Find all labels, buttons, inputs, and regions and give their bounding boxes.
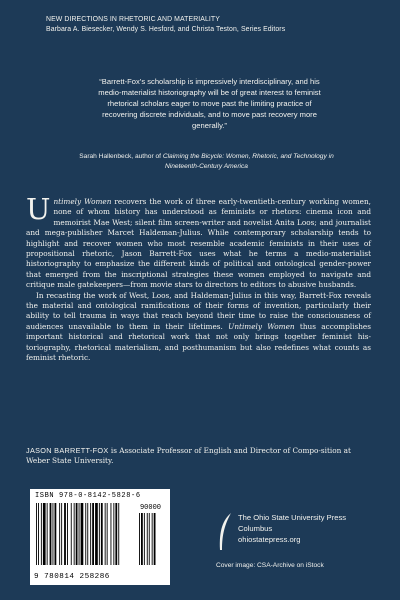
publisher-city: Columbus	[238, 524, 273, 533]
publisher-text	[238, 512, 346, 545]
description-paragraph-1	[26, 192, 371, 291]
series-title: NEW DIRECTIONS IN RHETORIC AND MATERIALITY	[46, 16, 220, 23]
description-text: thus accomplishes important historical and rhetorical work that not only brings together feminist his-toriography, rhetorical materialism, and posthumanism but also redefines what counts as feminist rhetoric.	[26, 321, 371, 363]
endorsement-attribution	[74, 152, 339, 171]
description-text: recovers the work of three early-twentieth-century working women, none of whom history has understood as feminists or rhetors: cinema icon and memoirist Mae West; silent film screen-writer and novelist Anita Loos; and journalist and mega-publisher Marcet Haldeman-Julius. While contemporary scholarship tends to highlight and recover women who most resemble academic feminists in their uses of propositional rhetoric, Jason Barrett-Fox uses what he terms a medio-materialist historiography to emphasize the different kinds of political and ontological gender-power that emerged from the inscriptional strategies these women employed to navigate and critique male gatekeepers—from movie stars to directors to editors to abusive husbands.	[26, 197, 371, 290]
description-text: In recasting the work of West, Loos, and Haldeman-Julius in this way, Barrett-Fox reveals the material and ontological ramifications of their forms of invention, particularly their ability to tell trauma in ways that reach beyond their time to raise the consciousness of audiences unavailable to them in their lifetimes.	[26, 290, 371, 331]
description-paragraph-2	[26, 291, 371, 364]
book-description	[26, 192, 371, 364]
attribution-name: Sarah Hallenbeck, author of	[79, 153, 163, 160]
price-code: 90000	[139, 504, 161, 512]
barcode-bars	[36, 503, 166, 571]
attribution-book-title: Claiming the Bicycle: Women, Rhetoric, and Technology in Nineteenth-Century America	[162, 153, 334, 170]
endorsement-quote: “Barrett-Fox’s scholarship is impressively interdisciplinary, and his medio-materialist historiography will be of great interest to feminist rhetorical scholars eager to move past the limiting practice of recovering discrete individuals, and to move past recovery more generally.”	[98, 77, 321, 130]
isbn-label: ISBN 978-0-8142-5828-6	[35, 492, 141, 500]
feather-quill-icon	[217, 512, 233, 552]
series-editors: Barbara A. Biesecker, Wendy S. Hesford, and Christa Teston, Series Editors	[46, 26, 286, 33]
barcode-digits: 9 780814 258286	[34, 573, 110, 581]
series-info	[46, 15, 366, 35]
drop-cap: U	[26, 192, 51, 226]
book-title-italic: Untimely Women	[228, 321, 295, 331]
cover-image-credit: Cover image: CSA-Archive on iStock	[216, 562, 324, 569]
book-title-italic: ntimely Women	[53, 197, 112, 206]
author-bio-text: is Associate Professor of English and Director of Compo-sition at Weber State University.	[26, 446, 351, 466]
author-bio	[26, 446, 371, 467]
author-name: JASON BARRETT-FOX	[26, 446, 109, 455]
publisher-name: The Ohio State University Press	[238, 513, 347, 522]
publisher-url: ohiostatepress.org	[238, 535, 301, 544]
barcode	[30, 489, 170, 585]
